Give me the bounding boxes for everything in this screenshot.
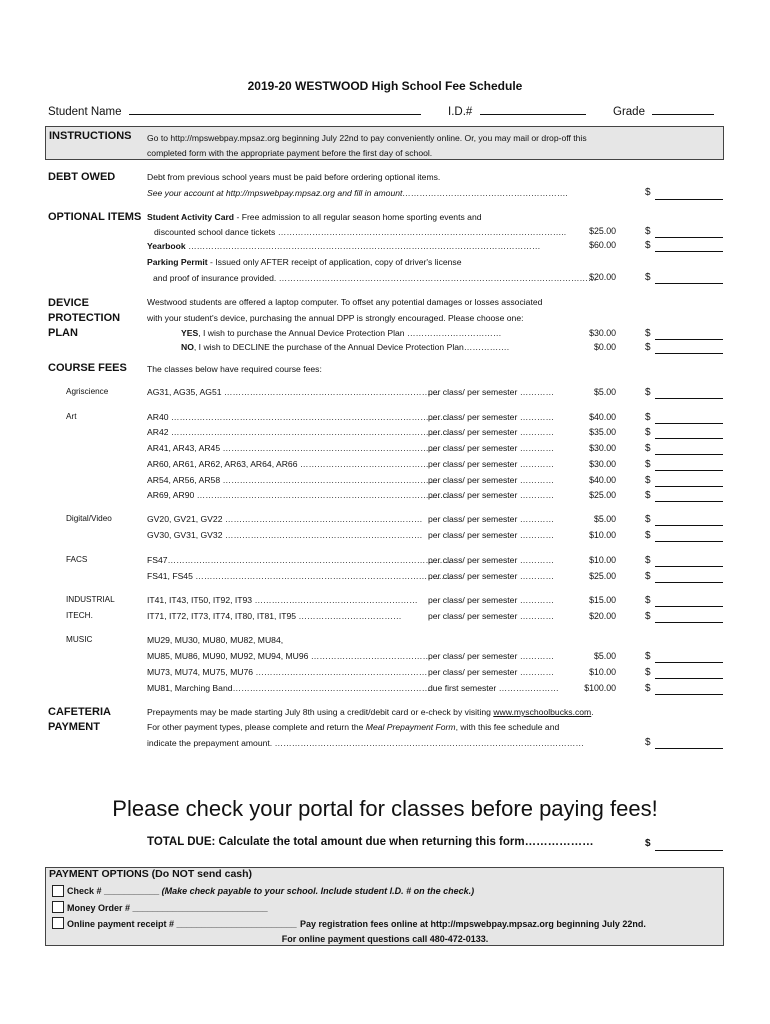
instructions-line1: Go to http://mpswebpay.mpsaz.org beginning July 22nd to pay conveniently online. Or, you may mail or drop-off this (147, 133, 587, 143)
course-per-note: per class/ per semester ………… (428, 530, 555, 540)
course-amount-blank[interactable] (655, 541, 723, 542)
course-classes: IT41, IT43, IT50, IT92, IT93 ………………………………………………… (147, 595, 418, 605)
grade-field[interactable] (613, 104, 714, 118)
course-per-note: per class/ per semester ………… (428, 571, 555, 581)
page-title: 2019-20 WESTWOOD High School Fee Schedule (247, 79, 523, 93)
money-order-label: Money Order # ___________________________ (67, 903, 268, 913)
dpp-no-word: NO (181, 342, 194, 352)
course-per-note: per class/ per semester ………… (428, 459, 555, 469)
course-per-note: per class/ per semester ………… (428, 595, 555, 605)
cafeteria-line1 (147, 707, 594, 717)
course-per-note: per class/ per semester ………… (428, 387, 555, 397)
course-dollar-sign: $ (645, 387, 651, 398)
online-receipt-checkbox[interactable] (52, 917, 64, 929)
grade-blank[interactable] (652, 104, 714, 115)
yearbook-line (147, 241, 540, 251)
dpp-no-amount-blank[interactable] (655, 353, 723, 354)
money-order-checkbox[interactable] (52, 901, 64, 913)
course-dollar-sign: $ (645, 443, 651, 454)
parking-desc: - Issued only AFTER receipt of application, copy of driver's license (207, 257, 462, 267)
cafeteria-line3: indicate the prepayment amount. ……………………………………………………………………………………………… (147, 738, 584, 748)
course-per-note: per class/ per semester ………… (428, 611, 555, 621)
instructions-label: INSTRUCTIONS (49, 130, 132, 142)
course-classes: AR41, AR43, AR45 ………………………………………………………………… (147, 443, 438, 453)
course-classes: FS47……………………………………………………………………………………… (147, 555, 452, 565)
course-price: $25.00 (589, 571, 616, 581)
course-fees-label: COURSE FEES (48, 362, 127, 374)
dpp-yes-price: $30.00 (589, 328, 616, 338)
dpp-no-price: $0.00 (593, 342, 616, 352)
course-amount-blank[interactable] (655, 566, 723, 567)
myschoolbucks-link[interactable]: www.myschoolbucks.com (493, 707, 592, 717)
course-amount-blank[interactable] (655, 694, 723, 695)
course-category: Art (66, 412, 77, 421)
course-price: $10.00 (589, 555, 616, 565)
cafeteria-line2 (147, 722, 559, 732)
course-price: $30.00 (589, 443, 616, 453)
parking-amount-blank[interactable] (655, 283, 723, 284)
course-classes: FS41, FS45 ……………………………………………………………………………… (147, 571, 454, 581)
course-price: $30.00 (589, 459, 616, 469)
course-price: $5.00 (593, 651, 616, 661)
course-dollar-sign: $ (645, 412, 651, 423)
check-option (67, 886, 474, 896)
parking-dollar-sign: $ (645, 272, 651, 283)
course-amount-blank[interactable] (655, 622, 723, 623)
parking-line1 (147, 257, 462, 267)
cafeteria-line1-end: . (591, 707, 594, 717)
course-dollar-sign: $ (645, 459, 651, 470)
course-amount-blank[interactable] (655, 525, 723, 526)
student-activity-card-line1 (147, 212, 482, 222)
course-amount-blank[interactable] (655, 501, 723, 502)
course-classes: AR42 ……………………………………………………………………………………… (147, 427, 455, 437)
course-dollar-sign: $ (645, 667, 651, 678)
course-category: MUSIC (66, 635, 93, 644)
course-dollar-sign: $ (645, 651, 651, 662)
device-plan-label-1: DEVICE (48, 297, 89, 309)
course-dollar-sign: $ (645, 555, 651, 566)
cafeteria-dollar-sign: $ (645, 737, 651, 748)
student-activity-card-line2: discounted school dance tickets ……………………………………………………………………………………….. (154, 227, 567, 237)
course-category: INDUSTRIAL (66, 595, 115, 604)
course-dollar-sign: $ (645, 595, 651, 606)
cafeteria-label (48, 705, 111, 735)
yearbook-amount-blank[interactable] (655, 251, 723, 252)
yearbook-dots: …………………………………………………………………………………………………………… (185, 241, 541, 251)
instructions-line2: completed form with the appropriate payment before the first day of school. (147, 148, 433, 158)
course-classes: AG31, AG35, AG51 ………………………………………………………………… (147, 387, 439, 397)
debt-owed-label: DEBT OWED (48, 171, 116, 183)
yearbook-price: $60.00 (589, 240, 616, 250)
meal-prepayment-form: Meal Prepayment Form (365, 722, 456, 732)
course-per-note: due first semester ………………… (428, 683, 559, 693)
debt-owed-line1: Debt from previous school years must be paid before ordering optional items. (147, 172, 441, 182)
course-category: ITECH. (66, 611, 93, 620)
course-category: Agriscience (66, 387, 109, 396)
course-category: Digital/Video (66, 514, 112, 523)
cafeteria-label-1: CAFETERIA (48, 706, 111, 718)
online-receipt-label: Online payment receipt # ________________________ (67, 919, 297, 929)
id-field[interactable] (448, 104, 586, 118)
dpp-yes-text: , I wish to purchase the Annual Device Protection Plan …………………………… (198, 328, 502, 338)
course-dollar-sign: $ (645, 683, 651, 694)
grade-label: Grade (613, 106, 645, 118)
sac-amount-blank[interactable] (655, 237, 723, 238)
course-amount-blank[interactable] (655, 662, 723, 663)
cafeteria-label-2: PAYMENT (48, 721, 100, 733)
course-per-note: per class/ per semester ………… (428, 490, 555, 500)
course-amount-blank[interactable] (655, 454, 723, 455)
portal-notice: Please check your portal for classes before paying fees! (112, 796, 658, 821)
dpp-yes-amount-blank[interactable] (655, 339, 723, 340)
course-classes: MU73, MU74, MU75, MU76 …………………………………………………… (147, 667, 428, 677)
course-per-note: per class/ per semester ………… (428, 667, 555, 677)
total-dollar-sign: $ (645, 838, 651, 849)
student-name-field[interactable] (48, 104, 421, 118)
course-price: $25.00 (589, 490, 616, 500)
course-amount-blank[interactable] (655, 582, 723, 583)
course-price: $15.00 (589, 595, 616, 605)
dpp-no-option[interactable] (181, 342, 509, 352)
online-note: Pay registration fees online at http://mpswebpay.mpsaz.org beginning July 22nd. (300, 919, 646, 929)
sac-name: Student Activity Card (147, 212, 235, 222)
course-classes: AR69, AR90 ……………………………………………………………………………… (147, 490, 455, 500)
course-amount-blank[interactable] (655, 423, 723, 424)
id-label: I.D.# (448, 106, 473, 118)
parking-price: $20.00 (589, 272, 616, 282)
payment-options-title: PAYMENT OPTIONS (Do NOT send cash) (49, 868, 253, 880)
cafeteria-line2a: For other payment types, please complete and return the (147, 722, 366, 732)
course-dollar-sign: $ (645, 427, 651, 438)
course-amount-blank[interactable] (655, 606, 723, 607)
course-price: $10.00 (589, 530, 616, 540)
course-price: $40.00 (589, 475, 616, 485)
check-checkbox[interactable] (52, 885, 64, 897)
course-price: $40.00 (589, 412, 616, 422)
device-plan-label-2: PROTECTION (48, 312, 121, 324)
course-dollar-sign: $ (645, 530, 651, 541)
id-blank[interactable] (480, 104, 586, 115)
course-per-note: per class/ per semester ………… (428, 443, 555, 453)
total-due-text: TOTAL DUE: Calculate the total amount due when returning this form……………… (147, 836, 594, 848)
sac-desc: - Free admission to all regular season home sporting events and (234, 212, 482, 222)
optional-items-label: OPTIONAL ITEMS (48, 211, 142, 223)
course-classes: IT71, IT72, IT73, IT74, IT80, IT81, IT95 ……………………………… (147, 611, 402, 621)
student-name-label: Student Name (48, 106, 122, 118)
total-amount-blank[interactable] (655, 850, 723, 851)
debt-amount-blank[interactable] (655, 199, 723, 200)
dpp-yes-option[interactable] (181, 328, 502, 338)
course-price: $5.00 (593, 387, 616, 397)
device-plan-line2: with your student's device, purchasing the annual DPP is strongly encouraged. Please choose one: (147, 313, 524, 323)
course-amount-blank[interactable] (655, 678, 723, 679)
course-price: $20.00 (589, 611, 616, 621)
cafeteria-amount-blank[interactable] (655, 748, 723, 749)
payment-questions: For online payment questions call 480-472-0133. (281, 934, 489, 944)
course-category: FACS (66, 555, 88, 564)
course-classes: AR54, AR56, AR58 ………………………………………………………………… (147, 475, 438, 485)
check-label: Check # ___________ (67, 886, 160, 896)
cafeteria-line1-text: Prepayments may be made starting July 8th using a credit/debit card or e-check by visiting (147, 707, 494, 717)
course-classes: GV20, GV21, GV22 …………………………………………………………… (147, 514, 423, 524)
device-plan-label-3: PLAN (48, 327, 78, 339)
course-per-note: per class/ per semester ………… (428, 427, 555, 437)
dpp-yes-word: YES (181, 328, 199, 338)
sac-price: $25.00 (589, 226, 616, 236)
sac-dollar-sign: $ (645, 226, 651, 237)
dpp-no-text: , I wish to DECLINE the purchase of the Annual Device Protection Plan……………. (193, 342, 510, 352)
dpp-yes-dollar-sign: $ (645, 328, 651, 339)
course-dollar-sign: $ (645, 490, 651, 501)
course-amount-blank[interactable] (655, 398, 723, 399)
yearbook-name: Yearbook (147, 241, 186, 251)
course-amount-blank[interactable] (655, 470, 723, 471)
device-plan-label (48, 296, 120, 341)
course-price: $100.00 (584, 683, 616, 693)
course-classes: GV30, GV31, GV32 …………………………………………………………… (147, 530, 423, 540)
yearbook-dollar-sign: $ (645, 240, 651, 251)
parking-line2: and proof of insurance provided. ………………………………………………………………………………………………… (153, 273, 597, 283)
course-dollar-sign: $ (645, 475, 651, 486)
parking-name: Parking Permit (147, 257, 208, 267)
course-per-note: per class/ per semester ………… (428, 475, 555, 485)
course-dollar-sign: $ (645, 514, 651, 525)
debt-owed-line2: See your account at http://mpswebpay.mpsaz.org and fill in amount…………………………………………………. (147, 188, 569, 198)
course-per-note: per class/ per semester ………… (428, 412, 555, 422)
course-classes: AR60, AR61, AR62, AR63, AR64, AR66 ……………………………………… (147, 459, 429, 469)
course-classes: AR40 ……………………………………………………………………………………… (147, 412, 455, 422)
dpp-no-dollar-sign: $ (645, 342, 651, 353)
course-per-note: per class/ per semester ………… (428, 514, 555, 524)
course-dollar-sign: $ (645, 571, 651, 582)
device-plan-line1: Westwood students are offered a laptop computer. To offset any potential damages or losses associated (147, 297, 543, 307)
course-classes: MU81, Marching Band…………………………………………………………… (147, 683, 431, 693)
course-amount-blank[interactable] (655, 438, 723, 439)
course-classes: MU85, MU86, MU90, MU92, MU94, MU96 …………………………………… (147, 651, 432, 661)
course-fees-intro: The classes below have required course fees: (147, 364, 322, 374)
cafeteria-line2b: , with this fee schedule and (455, 722, 560, 732)
course-per-note: per class/ per semester ………… (428, 555, 555, 565)
course-per-note: per class/ per semester ………… (428, 651, 555, 661)
course-dollar-sign: $ (645, 611, 651, 622)
course-classes: MU29, MU30, MU80, MU82, MU84, (147, 635, 284, 645)
check-note: (Make check payable to your school. Include student I.D. # on the check.) (161, 886, 475, 896)
course-price: $35.00 (589, 427, 616, 437)
course-price: $10.00 (589, 667, 616, 677)
course-amount-blank[interactable] (655, 486, 723, 487)
course-price: $5.00 (593, 514, 616, 524)
debt-dollar-sign: $ (645, 187, 651, 198)
student-name-blank[interactable] (129, 104, 421, 115)
